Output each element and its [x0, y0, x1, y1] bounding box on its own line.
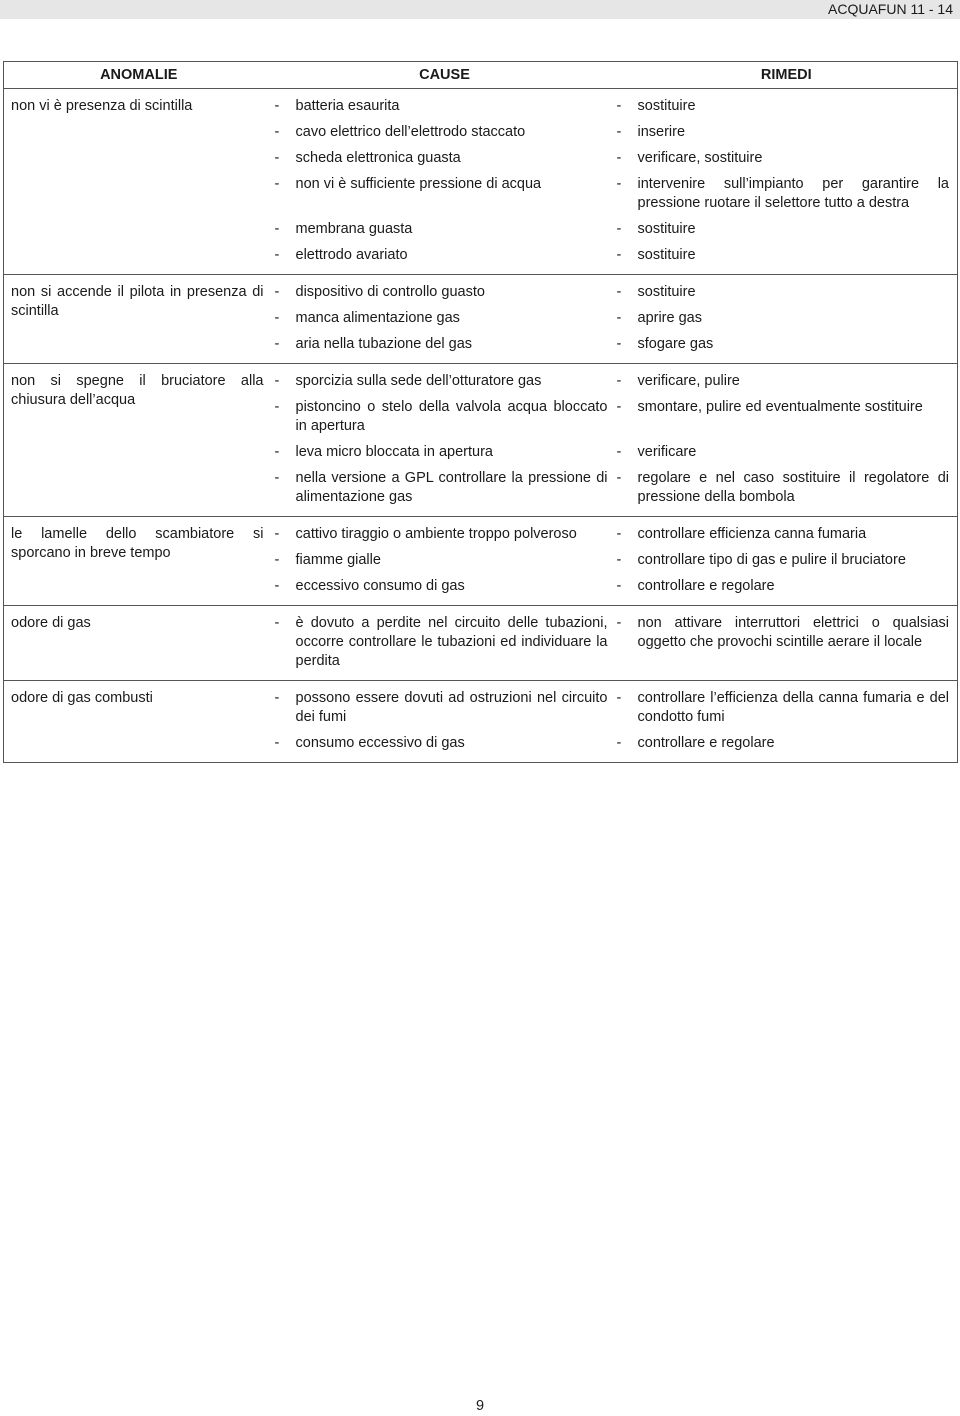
cause-item [274, 220, 608, 239]
bullet-dash: - [274, 615, 280, 631]
table-body [4, 89, 958, 763]
bullet-dash: - [274, 399, 280, 415]
bullet-dash: - [616, 552, 622, 568]
remedy-item [616, 525, 950, 544]
table-header-row [4, 62, 958, 89]
remedy-cell [616, 306, 958, 332]
column-header-cause: CAUSE [274, 62, 616, 89]
remedy-cell [616, 395, 958, 440]
cause-cell [274, 466, 616, 517]
cause-item [274, 175, 608, 194]
remedy-cell [616, 548, 958, 574]
cause-cell [274, 306, 616, 332]
cause-cell [274, 731, 616, 763]
remedy-item [616, 97, 950, 116]
bullet-dash: - [616, 690, 622, 706]
remedy-cell [616, 440, 958, 466]
remedy-item [616, 283, 950, 302]
cause-item [274, 734, 608, 753]
bullet-dash: - [616, 150, 622, 166]
remedy-item [616, 551, 950, 570]
cause-cell [274, 243, 616, 275]
cause-item [274, 469, 608, 507]
cause-text: è dovuto a perdite nel circuito delle tubazioni, occorre controllare le tubazioni ed individuare la perdita [295, 615, 608, 669]
bullet-dash: - [274, 284, 280, 300]
bullet-dash: - [274, 176, 280, 192]
column-header-rimedi: RIMEDI [616, 62, 958, 89]
cause-text: nella versione a GPL controllare la pressione di alimentazione gas [295, 470, 608, 505]
cause-text: scheda elettronica guasta [295, 150, 461, 166]
cause-item [274, 551, 608, 570]
remedy-text: sostituire [637, 247, 696, 263]
cause-item [274, 614, 608, 671]
cause-item [274, 372, 608, 391]
bullet-dash: - [616, 176, 622, 192]
cause-text: batteria esaurita [295, 98, 400, 114]
anomaly-cell: non si accende il pilota in presenza di scintilla [4, 275, 274, 364]
remedy-item [616, 149, 950, 168]
bullet-dash: - [274, 310, 280, 326]
cause-cell [274, 440, 616, 466]
cause-cell [274, 606, 616, 681]
header-bar [0, 0, 960, 19]
table-row [4, 681, 958, 732]
cause-cell [274, 172, 616, 217]
troubleshooting-table [3, 61, 958, 763]
bullet-dash: - [616, 470, 622, 486]
cause-text: eccessivo consumo di gas [295, 578, 465, 594]
remedy-text: verificare, pulire [637, 373, 740, 389]
remedy-text: sostituire [637, 98, 696, 114]
remedy-text: controllare efficienza canna fumaria [637, 526, 867, 542]
cause-cell [274, 364, 616, 396]
remedy-item [616, 246, 950, 265]
cause-text: consumo eccessivo di gas [295, 735, 465, 751]
remedy-text: sfogare gas [637, 336, 714, 352]
remedy-cell [616, 146, 958, 172]
remedy-cell [616, 89, 958, 121]
remedy-item [616, 469, 950, 507]
remedy-text: sostituire [637, 284, 696, 300]
remedy-text: verificare, sostituire [637, 150, 763, 166]
cause-cell [274, 275, 616, 307]
anomaly-cell: le lamelle dello scambiatore si sporcano in breve tempo [4, 517, 274, 606]
remedy-cell [616, 574, 958, 606]
remedy-item [616, 689, 950, 727]
remedy-cell [616, 364, 958, 396]
table-row [4, 364, 958, 396]
cause-item [274, 525, 608, 544]
remedy-cell [616, 120, 958, 146]
remedy-item [616, 309, 950, 328]
remedy-item [616, 734, 950, 753]
remedy-cell [616, 243, 958, 275]
cause-text: fiamme gialle [295, 552, 381, 568]
bullet-dash: - [616, 373, 622, 389]
cause-cell [274, 89, 616, 121]
cause-cell [274, 146, 616, 172]
cause-item [274, 283, 608, 302]
cause-cell [274, 120, 616, 146]
bullet-dash: - [274, 526, 280, 542]
bullet-dash: - [616, 124, 622, 140]
remedy-cell [616, 172, 958, 217]
anomaly-cell: non si spegne il bruciatore alla chiusura dell’acqua [4, 364, 274, 517]
bullet-dash: - [274, 247, 280, 263]
cause-text: non vi è sufficiente pressione di acqua [295, 176, 542, 192]
remedy-item [616, 123, 950, 142]
cause-item [274, 246, 608, 265]
remedy-item [616, 614, 950, 652]
remedy-item [616, 175, 950, 213]
document-title: ACQUAFUN 11 - 14 [828, 1, 953, 17]
cause-text: cavo elettrico dell’elettrodo staccato [295, 124, 526, 140]
bullet-dash: - [616, 526, 622, 542]
anomaly-cell: odore di gas combusti [4, 681, 274, 763]
table-row [4, 89, 958, 121]
bullet-dash: - [616, 399, 622, 415]
bullet-dash: - [616, 615, 622, 631]
cause-item [274, 443, 608, 462]
remedy-text: intervenire sull’impianto per garantire la pressione ruotare il selettore tutto a destra [637, 176, 949, 211]
bullet-dash: - [616, 98, 622, 114]
remedy-item [616, 577, 950, 596]
cause-text: possono essere dovuti ad ostruzioni nel circuito dei fumi [295, 690, 608, 725]
cause-item [274, 123, 608, 142]
cause-item [274, 309, 608, 328]
page-number: 9 [475, 1398, 485, 1414]
bullet-dash: - [274, 98, 280, 114]
remedy-cell [616, 275, 958, 307]
bullet-dash: - [616, 578, 622, 594]
table-row [4, 517, 958, 549]
cause-text: cattivo tiraggio o ambiente troppo polveroso [295, 526, 577, 542]
cause-cell [274, 217, 616, 243]
bullet-dash: - [616, 221, 622, 237]
cause-cell [274, 548, 616, 574]
bullet-dash: - [274, 470, 280, 486]
remedy-text: sostituire [637, 221, 696, 237]
bullet-dash: - [274, 578, 280, 594]
bullet-dash: - [274, 221, 280, 237]
cause-item [274, 398, 608, 436]
column-header-anomalie: ANOMALIE [4, 62, 274, 89]
remedy-text: controllare e regolare [637, 735, 775, 751]
cause-text: manca alimentazione gas [295, 310, 460, 326]
remedy-text: inserire [637, 124, 686, 140]
bullet-dash: - [274, 552, 280, 568]
bullet-dash: - [274, 336, 280, 352]
table-row [4, 275, 958, 307]
remedy-item [616, 335, 950, 354]
cause-cell [274, 681, 616, 732]
cause-text: aria nella tubazione del gas [295, 336, 473, 352]
table-row [4, 606, 958, 681]
bullet-dash: - [274, 690, 280, 706]
cause-text: elettrodo avariato [295, 247, 408, 263]
remedy-item [616, 220, 950, 239]
remedy-cell [616, 731, 958, 763]
cause-cell [274, 395, 616, 440]
cause-text: sporcizia sulla sede dell’otturatore gas [295, 373, 542, 389]
remedy-text: non attivare interruttori elettrici o qualsiasi oggetto che provochi scintille aerare il locale [637, 615, 949, 650]
remedy-cell [616, 606, 958, 681]
cause-text: dispositivo di controllo guasto [295, 284, 485, 300]
remedy-cell [616, 466, 958, 517]
remedy-text: controllare tipo di gas e pulire il bruciatore [637, 552, 906, 568]
cause-item [274, 689, 608, 727]
remedy-text: controllare l’efficienza della canna fumaria e del condotto fumi [637, 690, 949, 725]
bullet-dash: - [274, 124, 280, 140]
cause-text: leva micro bloccata in apertura [295, 444, 493, 460]
bullet-dash: - [616, 336, 622, 352]
cause-item [274, 577, 608, 596]
remedy-text: regolare e nel caso sostituire il regolatore di pressione della bombola [637, 470, 949, 505]
remedy-cell [616, 681, 958, 732]
remedy-cell [616, 332, 958, 364]
cause-item [274, 97, 608, 116]
remedy-text: smontare, pulire ed eventualmente sostituire [637, 399, 923, 415]
bullet-dash: - [616, 310, 622, 326]
remedy-text: controllare e regolare [637, 578, 775, 594]
remedy-item [616, 443, 950, 462]
cause-cell [274, 517, 616, 549]
remedy-text: aprire gas [637, 310, 702, 326]
bullet-dash: - [274, 373, 280, 389]
bullet-dash: - [274, 444, 280, 460]
remedy-cell [616, 217, 958, 243]
anomaly-cell: non vi è presenza di scintilla [11, 98, 193, 114]
remedy-cell [616, 517, 958, 549]
cause-text: membrana guasta [295, 221, 413, 237]
bullet-dash: - [616, 444, 622, 460]
remedy-item [616, 372, 950, 391]
anomaly-cell: odore di gas [4, 606, 274, 681]
cause-cell [274, 574, 616, 606]
remedy-text: verificare [637, 444, 697, 460]
remedy-item [616, 398, 950, 417]
cause-item [274, 149, 608, 168]
bullet-dash: - [616, 735, 622, 751]
cause-item [274, 335, 608, 354]
cause-cell [274, 332, 616, 364]
cause-text: pistoncino o stelo della valvola acqua bloccato in apertura [295, 399, 608, 434]
bullet-dash: - [616, 284, 622, 300]
bullet-dash: - [274, 735, 280, 751]
bullet-dash: - [616, 247, 622, 263]
bullet-dash: - [274, 150, 280, 166]
